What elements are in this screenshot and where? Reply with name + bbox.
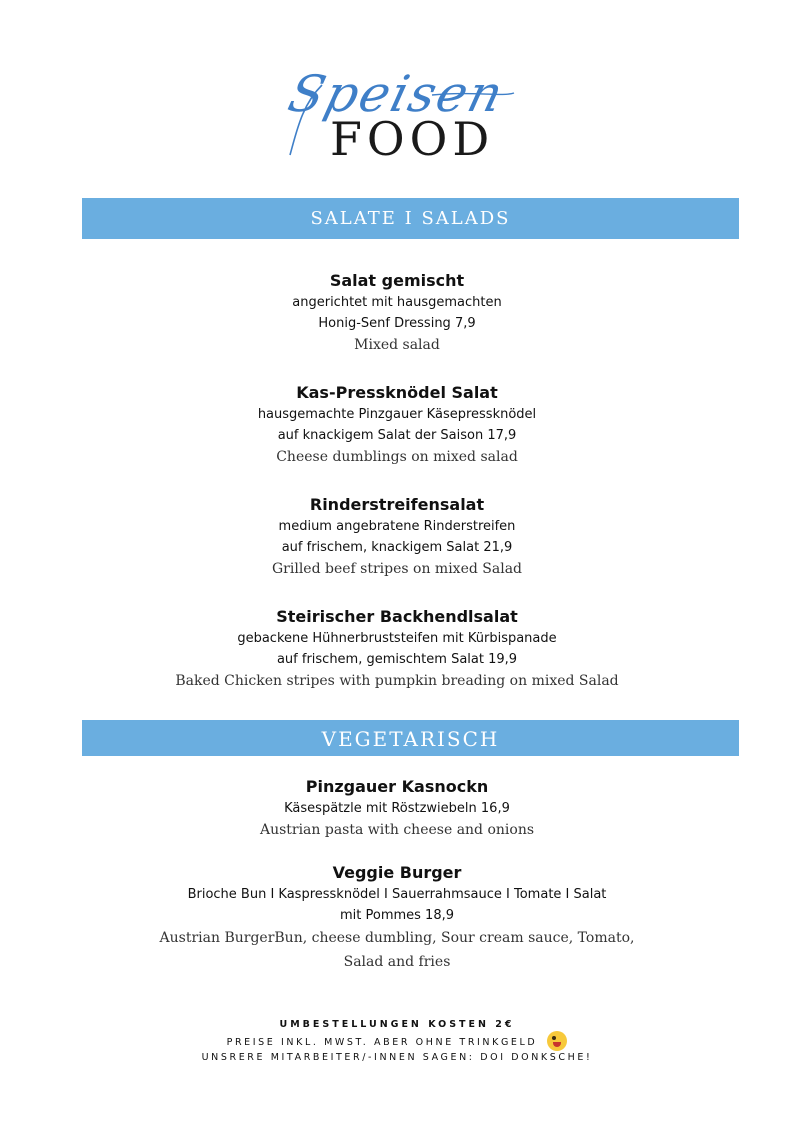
item-desc: auf frischem, gemischtem Salat 19,9 (276, 652, 518, 667)
item-desc: Brioche Bun I Kaspressknödel I Sauerrahmsauce I Tomate I Salat (187, 887, 607, 902)
item-desc: hausgemachte Pinzgauer Käsepressknödel (257, 407, 537, 422)
footer-notes (0, 1018, 794, 1065)
item-desc: Käsespätzle mit Röstzwiebeln 16,9 (284, 801, 510, 816)
item-translation: Salad and fries (343, 954, 451, 970)
winking-tongue-emoji-icon (547, 1031, 567, 1051)
item-translation: Cheese dumblings on mixed salad (276, 449, 518, 465)
item-name: Rinderstreifensalat (309, 495, 485, 514)
page-title: FOOD (330, 112, 495, 166)
item-desc: Honig-Senf Dressing 7,9 (318, 316, 476, 331)
item-desc: mit Pommes 18,9 (339, 908, 454, 923)
item-desc: auf frischem, knackigem Salat 21,9 (281, 540, 513, 555)
menu-item (0, 862, 794, 974)
item-desc: auf knackigem Salat der Saison 17,9 (277, 428, 517, 443)
menu-item (0, 494, 794, 580)
menu-item (0, 776, 794, 841)
item-translation: Mixed salad (354, 337, 440, 353)
item-name: Veggie Burger (332, 863, 462, 882)
item-desc: medium angebratene Rinderstreifen (278, 519, 516, 534)
menu-header (0, 55, 794, 165)
footer-line-prices (0, 1031, 794, 1051)
section-heading-vegetarian: VEGETARISCH (82, 720, 739, 756)
menu-item (0, 270, 794, 356)
item-name: Pinzgauer Kasnockn (305, 777, 489, 796)
item-name: Salat gemischt (329, 271, 465, 290)
footer-prices-text: PREISE INKL. MWST. ABER OHNE TRINKGELD (226, 1037, 538, 1048)
item-name: Kas-Pressknödel Salat (296, 383, 498, 402)
item-desc: angerichtet mit hausgemachten (292, 295, 502, 310)
item-translation: Baked Chicken stripes with pumpkin breading on mixed Salad (175, 673, 619, 689)
section-heading-salads: SALATE I SALADS (82, 198, 739, 239)
item-name: Steirischer Backhendlsalat (276, 607, 518, 626)
menu-item (0, 382, 794, 468)
script-title: Speisen (282, 65, 511, 123)
item-translation: Grilled beef stripes on mixed Salad (272, 561, 522, 577)
item-desc: gebackene Hühnerbruststeifen mit Kürbispanade (237, 631, 557, 646)
footer-line-rebooking: UMBESTELLUNGEN KOSTEN 2€ (279, 1019, 515, 1030)
menu-item (0, 606, 794, 692)
item-translation: Austrian pasta with cheese and onions (259, 822, 535, 838)
item-translation: Austrian BurgerBun, cheese dumbling, Sour cream sauce, Tomato, (159, 930, 635, 946)
footer-line-thanks: UNSRERE MITARBEITER/-INNEN SAGEN: DOI DONKSCHE! (201, 1052, 593, 1063)
